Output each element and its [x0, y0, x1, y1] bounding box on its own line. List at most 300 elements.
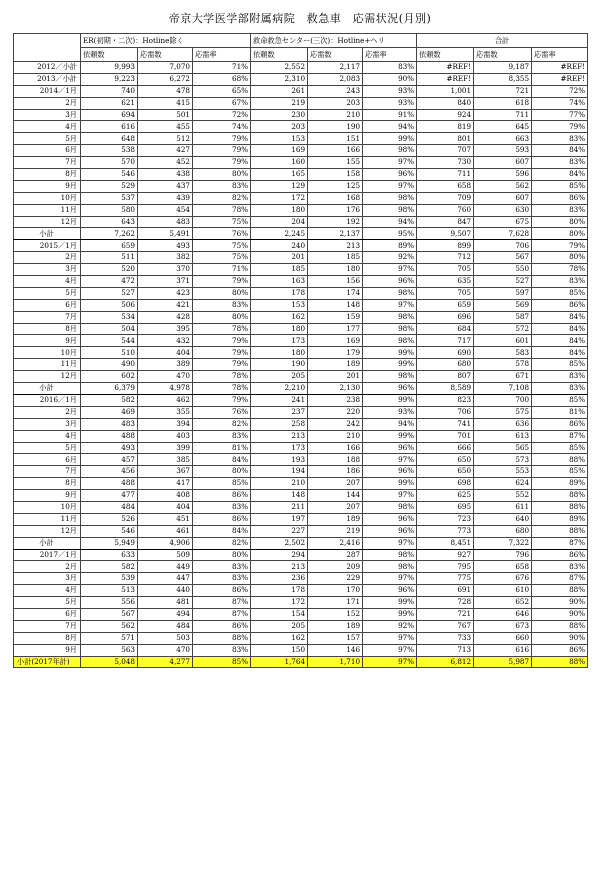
table-cell: 680 — [474, 525, 532, 537]
table-cell: 148 — [308, 299, 363, 311]
table-cell: 705 — [417, 264, 474, 276]
table-cell: #REF! — [532, 62, 588, 74]
table-cell: 94% — [363, 418, 417, 430]
table-cell: 72% — [532, 85, 588, 97]
table-cell: 86% — [532, 644, 588, 656]
table-cell: 8,355 — [474, 73, 532, 85]
table-cell: 156 — [308, 276, 363, 288]
table-cell: 711 — [474, 109, 532, 121]
table-cell: 99% — [363, 597, 417, 609]
table-cell: 74% — [193, 121, 251, 133]
table-row — [14, 311, 588, 323]
table-row — [14, 585, 588, 597]
table-row — [14, 62, 588, 74]
table-cell: 81% — [532, 406, 588, 418]
table-cell: 96% — [363, 525, 417, 537]
table-cell: 88% — [532, 454, 588, 466]
table-cell: 83% — [193, 430, 251, 442]
table-cell: 601 — [474, 335, 532, 347]
table-cell: 168 — [308, 192, 363, 204]
table-cell: 153 — [251, 133, 308, 145]
table-cell: 596 — [474, 169, 532, 181]
table-cell: 166 — [308, 145, 363, 157]
table-cell: 78% — [193, 371, 251, 383]
table-row — [14, 597, 588, 609]
table-row — [14, 264, 588, 276]
table-cell: 501 — [138, 109, 193, 121]
table-row — [14, 418, 588, 430]
table-cell: 238 — [308, 394, 363, 406]
table-row — [14, 573, 588, 585]
table-cell: 85% — [532, 442, 588, 454]
table-cell: 701 — [417, 430, 474, 442]
table-cell: 84% — [193, 525, 251, 537]
table-cell: 172 — [251, 192, 308, 204]
table-cell: 158 — [308, 169, 363, 181]
table-cell: 660 — [474, 632, 532, 644]
row-label: 2015／1月 — [14, 240, 81, 252]
table-cell: 79% — [193, 347, 251, 359]
table-cell: 8,589 — [417, 383, 474, 395]
table-cell: 219 — [308, 525, 363, 537]
table-cell: 451 — [138, 513, 193, 525]
table-cell: 79% — [193, 133, 251, 145]
column-header: 依頼数 — [417, 48, 474, 62]
table-cell: 157 — [308, 632, 363, 644]
row-label: 6月 — [14, 145, 81, 157]
table-cell: 180 — [308, 264, 363, 276]
table-cell: 80% — [532, 216, 588, 228]
table-row — [14, 549, 588, 561]
table-cell: 94% — [363, 216, 417, 228]
table-cell: 552 — [474, 490, 532, 502]
table-row — [14, 157, 588, 169]
table-cell: 607 — [474, 192, 532, 204]
table-cell: 78% — [193, 204, 251, 216]
table-cell: 645 — [474, 121, 532, 133]
table-cell: 493 — [81, 442, 138, 454]
table-cell: 75% — [193, 240, 251, 252]
table-cell: 490 — [81, 359, 138, 371]
table-cell: 186 — [308, 466, 363, 478]
row-label: 9月 — [14, 180, 81, 192]
table-cell: 93% — [363, 406, 417, 418]
table-cell: 98% — [363, 335, 417, 347]
table-cell: 658 — [474, 561, 532, 573]
row-label: 4月 — [14, 276, 81, 288]
table-cell: 636 — [474, 418, 532, 430]
table-cell: 570 — [81, 157, 138, 169]
table-cell: 428 — [138, 311, 193, 323]
table-cell: 2,083 — [308, 73, 363, 85]
table-cell: 220 — [308, 406, 363, 418]
table-cell: 83% — [193, 561, 251, 573]
table-cell: 83% — [532, 371, 588, 383]
table-cell: 457 — [81, 454, 138, 466]
table-cell: 96% — [363, 276, 417, 288]
table-cell: 86% — [193, 585, 251, 597]
row-label: 小計 — [14, 383, 81, 395]
table-row — [14, 287, 588, 299]
table-cell: 6,812 — [417, 656, 474, 668]
table-cell: 99% — [363, 133, 417, 145]
table-cell: 76% — [193, 406, 251, 418]
table-cell: 71% — [193, 264, 251, 276]
row-label: 10月 — [14, 501, 81, 513]
table-cell: 207 — [308, 478, 363, 490]
table-row — [14, 608, 588, 620]
table-cell: 97% — [363, 299, 417, 311]
table-cell: 927 — [417, 549, 474, 561]
table-cell: 538 — [81, 145, 138, 157]
table-cell: 399 — [138, 442, 193, 454]
table-cell: 84% — [193, 454, 251, 466]
table-row — [14, 73, 588, 85]
table-cell: 96% — [363, 466, 417, 478]
table-cell: 96% — [363, 169, 417, 181]
table-cell: 488 — [81, 478, 138, 490]
table-cell: 197 — [251, 513, 308, 525]
row-label: 4月 — [14, 430, 81, 442]
table-cell: 509 — [138, 549, 193, 561]
table-cell: 483 — [81, 418, 138, 430]
table-cell: 98% — [363, 204, 417, 216]
table-cell: 494 — [138, 608, 193, 620]
table-cell: 513 — [81, 585, 138, 597]
table-cell: 84% — [532, 323, 588, 335]
table-cell: 85% — [532, 466, 588, 478]
table-cell: 795 — [417, 561, 474, 573]
table-cell: 690 — [417, 347, 474, 359]
table-cell: 185 — [308, 252, 363, 264]
table-cell: 706 — [474, 240, 532, 252]
row-label: 小計 — [14, 228, 81, 240]
table-cell: 163 — [251, 276, 308, 288]
table-cell: 553 — [474, 466, 532, 478]
table-cell: 97% — [363, 180, 417, 192]
page-title: 帝京大学医学部附属病院 救急車 応需状況(月別) — [168, 12, 432, 25]
table-cell: 84% — [532, 311, 588, 323]
table-cell: 213 — [308, 240, 363, 252]
table-cell: 470 — [138, 371, 193, 383]
table-cell: 67% — [193, 97, 251, 109]
table-body — [14, 62, 588, 668]
table-cell: 775 — [417, 573, 474, 585]
table-cell: 403 — [138, 430, 193, 442]
table-cell: 415 — [138, 97, 193, 109]
table-cell: 563 — [81, 644, 138, 656]
table-cell: 4,277 — [138, 656, 193, 668]
row-label: 6月 — [14, 608, 81, 620]
table-cell: 213 — [251, 561, 308, 573]
table-cell: 673 — [474, 620, 532, 632]
table-cell: 2,137 — [308, 228, 363, 240]
table-cell: 2,310 — [251, 73, 308, 85]
table-cell: 80% — [193, 549, 251, 561]
table-cell: 86% — [193, 620, 251, 632]
table-row — [14, 335, 588, 347]
table-cell: 9,993 — [81, 62, 138, 74]
table-cell: 83% — [193, 180, 251, 192]
table-cell: 89% — [363, 240, 417, 252]
group-header-row — [14, 34, 588, 48]
table-cell: 741 — [417, 418, 474, 430]
table-row — [14, 632, 588, 644]
table-cell: 404 — [138, 501, 193, 513]
table-cell: 583 — [474, 347, 532, 359]
table-cell: 82% — [193, 418, 251, 430]
table-cell: 93% — [363, 85, 417, 97]
table-cell: 203 — [308, 97, 363, 109]
table-cell: 7,070 — [138, 62, 193, 74]
column-header: 応需率 — [532, 48, 588, 62]
row-label: 9月 — [14, 490, 81, 502]
table-cell: 680 — [417, 359, 474, 371]
table-row — [14, 240, 588, 252]
table-cell: 190 — [308, 121, 363, 133]
table-cell: 355 — [138, 406, 193, 418]
table-cell: 80% — [193, 466, 251, 478]
table-cell: 488 — [81, 430, 138, 442]
row-label: 4月 — [14, 585, 81, 597]
table-cell: 691 — [417, 585, 474, 597]
table-cell: 478 — [138, 85, 193, 97]
table-cell: 88% — [532, 490, 588, 502]
table-cell: 79% — [193, 335, 251, 347]
table-cell: 125 — [308, 180, 363, 192]
table-cell: 172 — [251, 597, 308, 609]
table-cell: 367 — [138, 466, 193, 478]
table-cell: 472 — [81, 276, 138, 288]
table-row — [14, 561, 588, 573]
table-cell: 88% — [532, 656, 588, 668]
table-cell: 694 — [81, 109, 138, 121]
table-cell: 562 — [474, 180, 532, 192]
table-cell: 90% — [532, 597, 588, 609]
row-label: 11月 — [14, 513, 81, 525]
table-cell: 211 — [251, 501, 308, 513]
table-cell: 90% — [532, 632, 588, 644]
table-cell: 88% — [193, 632, 251, 644]
row-label: 7月 — [14, 620, 81, 632]
table-cell: 82% — [193, 192, 251, 204]
table-cell: 801 — [417, 133, 474, 145]
table-cell: 537 — [81, 192, 138, 204]
table-cell: 178 — [251, 287, 308, 299]
table-cell: 462 — [138, 394, 193, 406]
table-cell: 258 — [251, 418, 308, 430]
table-cell: 170 — [308, 585, 363, 597]
table-cell: 180 — [251, 347, 308, 359]
table-cell: 98% — [363, 371, 417, 383]
table-cell: 230 — [251, 109, 308, 121]
table-cell: 456 — [81, 466, 138, 478]
table-cell: 643 — [81, 216, 138, 228]
table-cell: 162 — [251, 632, 308, 644]
table-cell: 529 — [81, 180, 138, 192]
table-row — [14, 406, 588, 418]
table-row — [14, 169, 588, 181]
table-cell: 68% — [193, 73, 251, 85]
table-cell: 180 — [251, 323, 308, 335]
table-cell: 148 — [251, 490, 308, 502]
table-cell: 83% — [532, 561, 588, 573]
table-cell: 83% — [532, 157, 588, 169]
table-cell: 602 — [81, 371, 138, 383]
table-cell: 83% — [532, 204, 588, 216]
table-cell: 85% — [532, 180, 588, 192]
table-cell: 97% — [363, 157, 417, 169]
table-cell: 477 — [81, 490, 138, 502]
table-cell: 567 — [81, 608, 138, 620]
table-cell: 484 — [81, 501, 138, 513]
table-cell: 767 — [417, 620, 474, 632]
table-cell: 648 — [81, 133, 138, 145]
table-cell: 75% — [193, 252, 251, 264]
table-cell: 1,001 — [417, 85, 474, 97]
table-cell: 79% — [193, 145, 251, 157]
table-row — [14, 252, 588, 264]
table-cell: 85% — [193, 478, 251, 490]
table-cell: 723 — [417, 513, 474, 525]
table-cell: 99% — [363, 347, 417, 359]
table-cell: 77% — [532, 109, 588, 121]
table-cell: 83% — [532, 133, 588, 145]
table-cell: 449 — [138, 561, 193, 573]
table-cell: 423 — [138, 287, 193, 299]
table-cell: 83% — [532, 383, 588, 395]
table-cell: 84% — [532, 145, 588, 157]
row-label: 4月 — [14, 121, 81, 133]
table-cell: 86% — [193, 513, 251, 525]
table-cell: 98% — [363, 192, 417, 204]
table-cell: 84% — [532, 335, 588, 347]
table-cell: 5,491 — [138, 228, 193, 240]
table-cell: 98% — [363, 323, 417, 335]
table-cell: 9,187 — [474, 62, 532, 74]
table-cell: 83% — [193, 644, 251, 656]
table-cell: 807 — [417, 371, 474, 383]
table-cell: 98% — [363, 311, 417, 323]
table-cell: 86% — [532, 192, 588, 204]
table-cell: 85% — [532, 359, 588, 371]
table-cell: 2,416 — [308, 537, 363, 549]
table-cell: 544 — [81, 335, 138, 347]
table-cell: 97% — [363, 490, 417, 502]
table-cell: 84% — [532, 169, 588, 181]
table-cell: 527 — [474, 276, 532, 288]
table-cell: 481 — [138, 597, 193, 609]
table-cell: 625 — [417, 490, 474, 502]
table-cell: 79% — [193, 157, 251, 169]
table-cell: 5,048 — [81, 656, 138, 668]
table-cell: 86% — [193, 490, 251, 502]
table-cell: 506 — [81, 299, 138, 311]
table-cell: 79% — [532, 121, 588, 133]
subtotal-row — [14, 537, 588, 549]
table-row — [14, 430, 588, 442]
table-cell: 840 — [417, 97, 474, 109]
table-cell: 597 — [474, 287, 532, 299]
table-cell: 847 — [417, 216, 474, 228]
table-cell: 483 — [138, 216, 193, 228]
table-cell: 185 — [251, 264, 308, 276]
table-cell: 72% — [193, 109, 251, 121]
table-row — [14, 490, 588, 502]
table-cell: 728 — [417, 597, 474, 609]
table-cell: 4,906 — [138, 537, 193, 549]
row-label: 9月 — [14, 335, 81, 347]
table-cell: 546 — [81, 169, 138, 181]
table-cell: 573 — [474, 454, 532, 466]
table-cell: 79% — [193, 394, 251, 406]
table-cell: 189 — [308, 620, 363, 632]
table-cell: 447 — [138, 573, 193, 585]
row-label: 2017／1月 — [14, 549, 81, 561]
table-cell: 695 — [417, 501, 474, 513]
table-row — [14, 216, 588, 228]
table-cell: 79% — [193, 359, 251, 371]
table-cell: 567 — [474, 252, 532, 264]
table-cell: 201 — [251, 252, 308, 264]
table-cell: 166 — [308, 442, 363, 454]
row-label: 2016／1月 — [14, 394, 81, 406]
table-cell: 572 — [474, 323, 532, 335]
table-cell: 484 — [138, 620, 193, 632]
table-row — [14, 525, 588, 537]
table-cell: 201 — [308, 371, 363, 383]
table-cell: 209 — [308, 561, 363, 573]
table-cell: 86% — [532, 549, 588, 561]
table-cell: 2,117 — [308, 62, 363, 74]
table-cell: 582 — [81, 394, 138, 406]
table-cell: 87% — [193, 597, 251, 609]
table-cell: 556 — [81, 597, 138, 609]
table-cell: 616 — [81, 121, 138, 133]
table-cell: 6,272 — [138, 73, 193, 85]
table-row — [14, 204, 588, 216]
table-cell: 78% — [193, 383, 251, 395]
row-label: 2月 — [14, 406, 81, 418]
table-cell: 635 — [417, 276, 474, 288]
table-cell: 575 — [474, 406, 532, 418]
table-cell: 97% — [363, 632, 417, 644]
total-row — [14, 656, 588, 668]
table-cell: 652 — [474, 597, 532, 609]
row-label: 8月 — [14, 478, 81, 490]
table-cell: 153 — [251, 299, 308, 311]
row-label: 3月 — [14, 418, 81, 430]
column-header: 応需数 — [308, 48, 363, 62]
table-cell: 99% — [363, 394, 417, 406]
table-cell: 65% — [193, 85, 251, 97]
table-cell: 242 — [308, 418, 363, 430]
table-cell: 99% — [363, 359, 417, 371]
table-cell: 730 — [417, 157, 474, 169]
table-cell: 74% — [532, 97, 588, 109]
column-header: 依頼数 — [81, 48, 138, 62]
table-cell: 176 — [308, 204, 363, 216]
table-cell: 527 — [81, 287, 138, 299]
row-label: 9月 — [14, 644, 81, 656]
table-cell: 150 — [251, 644, 308, 656]
table-cell: 711 — [417, 169, 474, 181]
table-cell: 539 — [81, 573, 138, 585]
table-cell: 194 — [251, 466, 308, 478]
table-cell: 819 — [417, 121, 474, 133]
table-cell: #REF! — [417, 73, 474, 85]
table-cell: 98% — [363, 501, 417, 513]
